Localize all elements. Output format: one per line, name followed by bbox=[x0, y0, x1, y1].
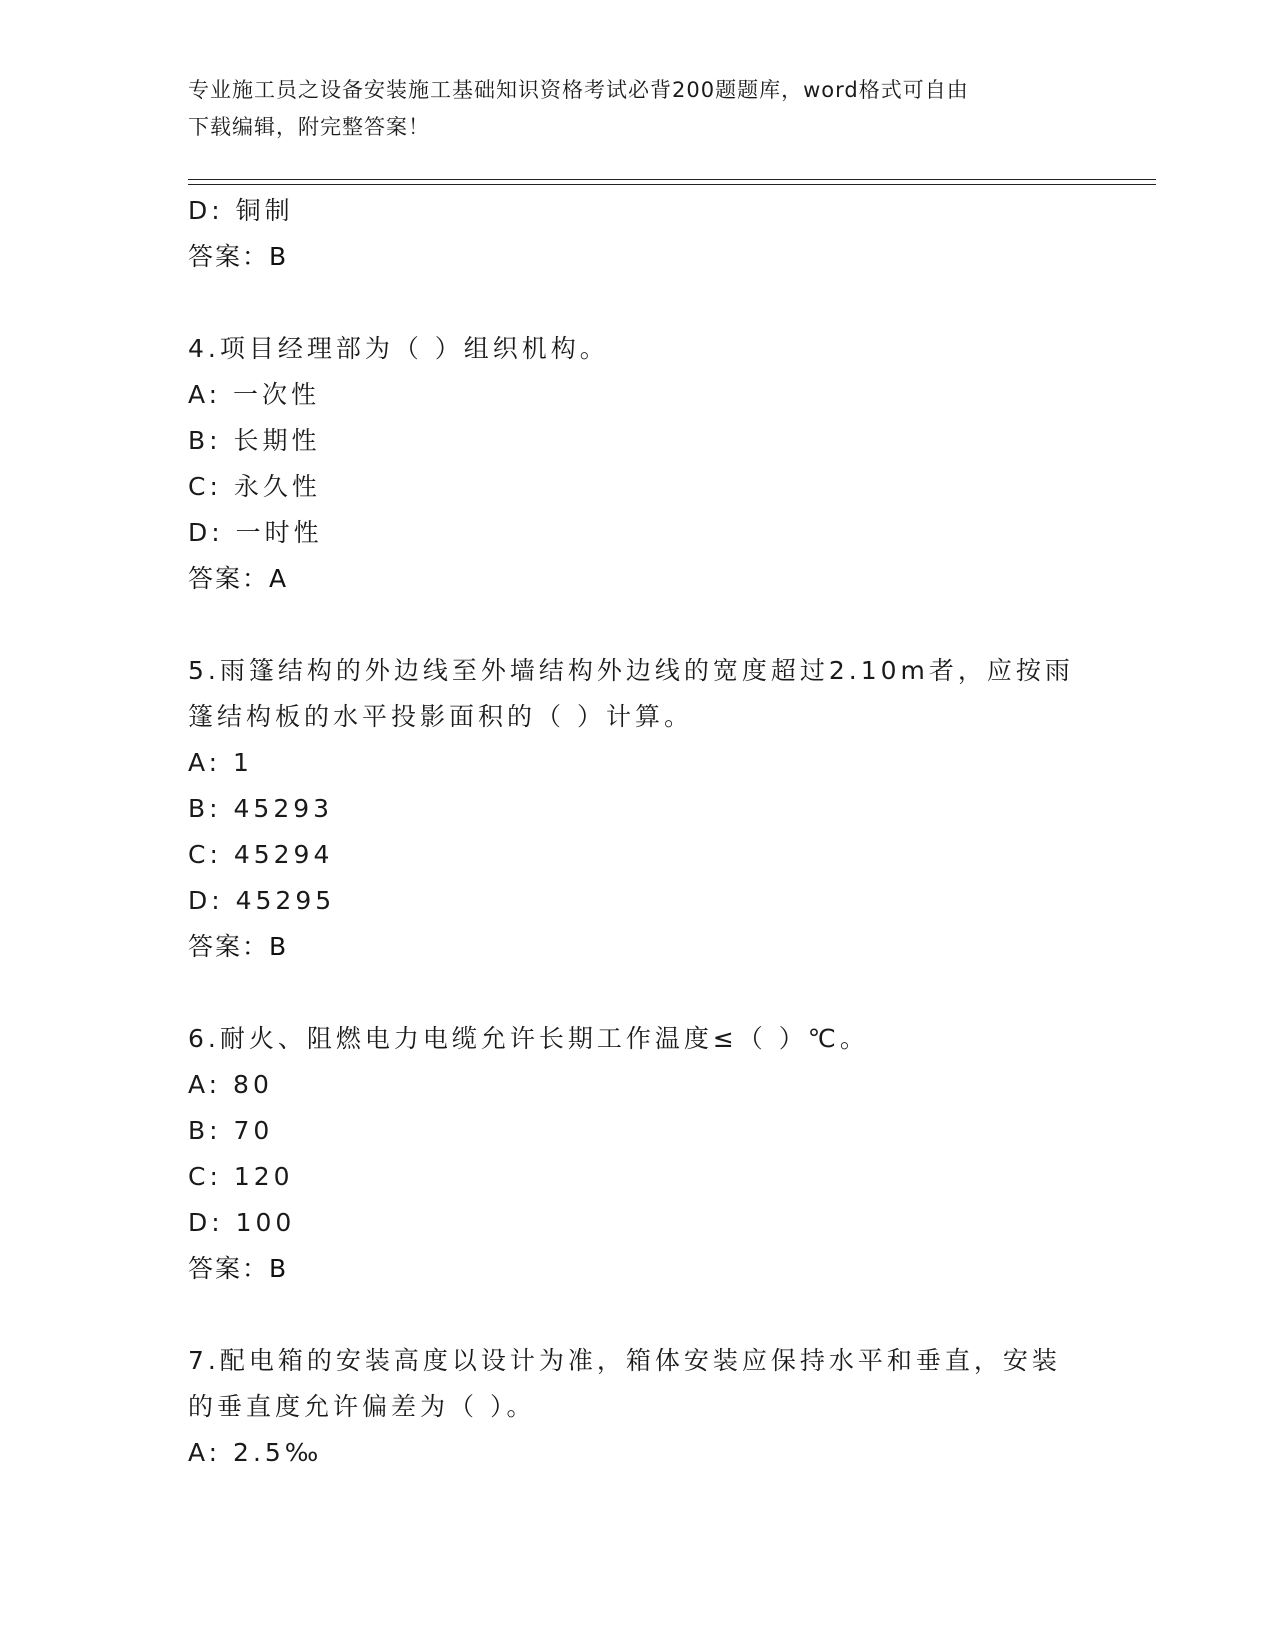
answer: 答案：B bbox=[188, 242, 289, 271]
header-divider-thick bbox=[188, 179, 1156, 180]
spacer bbox=[188, 1292, 1068, 1338]
question-6 bbox=[188, 1016, 1068, 1292]
spacer bbox=[188, 970, 1068, 1016]
question-4 bbox=[188, 326, 1068, 602]
header-line-1: 专业施工员之设备安装施工基础知识资格考试必背200题题库，word格式可自由 bbox=[188, 78, 969, 102]
option-d: D: 一时性 bbox=[188, 518, 323, 547]
option-b: B: 70 bbox=[188, 1116, 274, 1145]
question-list bbox=[188, 188, 1074, 1476]
spacer bbox=[188, 280, 1068, 326]
option-c: C: 120 bbox=[188, 1162, 294, 1191]
header-line-2: 下载编辑，附完整答案！ bbox=[188, 115, 430, 139]
option-a: A: 一次性 bbox=[188, 380, 321, 409]
question-text-continued: 的垂直度允许偏差为（ ）。 bbox=[188, 1392, 536, 1421]
option-d: D: 100 bbox=[188, 1208, 296, 1237]
option-a: A: 2.5‰ bbox=[188, 1438, 323, 1467]
option-c: C: 45294 bbox=[188, 840, 334, 869]
document-header bbox=[188, 72, 1088, 146]
option-d: D: 铜制 bbox=[188, 196, 294, 225]
option-a: A: 1 bbox=[188, 748, 253, 777]
option-b: B: 45293 bbox=[188, 794, 334, 823]
spacer bbox=[188, 602, 1068, 648]
question-text: 7.配电箱的安装高度以设计为准，箱体安装应保持水平和垂直，安装 bbox=[188, 1346, 1061, 1375]
question-text: 4.项目经理部为（ ）组织机构。 bbox=[188, 334, 609, 363]
answer: 答案：A bbox=[188, 564, 289, 593]
option-d: D: 45295 bbox=[188, 886, 336, 915]
question-text: 5.雨篷结构的外边线至外墙结构外边线的宽度超过2.10m者，应按雨 bbox=[188, 656, 1074, 685]
option-a: A: 80 bbox=[188, 1070, 273, 1099]
answer: 答案：B bbox=[188, 932, 289, 961]
header-divider-thin bbox=[188, 184, 1156, 185]
question-5 bbox=[188, 648, 1074, 970]
question-text: 6.耐火、阻燃电力电缆允许长期工作温度≤（ ）℃。 bbox=[188, 1024, 869, 1053]
question-text-continued: 篷结构板的水平投影面积的（ ）计算。 bbox=[188, 702, 693, 731]
option-b: B: 长期性 bbox=[188, 426, 321, 455]
option-c: C: 永久性 bbox=[188, 472, 321, 501]
question-7 bbox=[188, 1338, 1068, 1476]
answer: 答案：B bbox=[188, 1254, 289, 1283]
